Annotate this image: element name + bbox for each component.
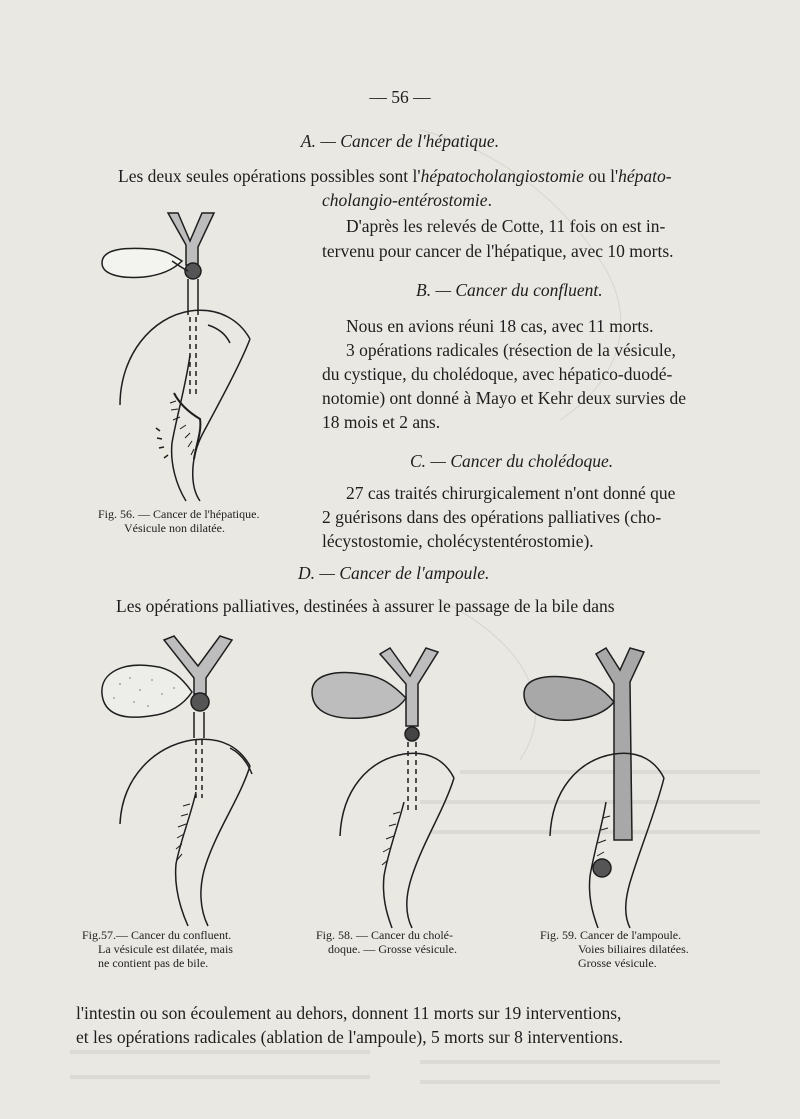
- c-paragraph-line-2: 2 guérisons dans des opérations palliatives (cho-: [322, 507, 662, 527]
- figure-57-caption-line-2: La vésicule est dilatée, mais: [98, 942, 233, 956]
- intro-term-cholangio: cholangio-entérostomie: [322, 190, 488, 210]
- section-a-heading: A. — Cancer de l'hépatique.: [300, 131, 500, 151]
- intro-text-end: .: [487, 190, 492, 210]
- section-c-heading: C. — Cancer du cholédoque.: [410, 451, 614, 471]
- b-paragraph-line-5: 18 mois et 2 ans.: [322, 412, 441, 432]
- figure-59-caption-line-1: Fig. 59. Cancer de l'ampoule.: [540, 928, 682, 942]
- intro-text-start: Les deux seules opérations possibles sont l': [118, 166, 421, 186]
- closing-line-2: et les opérations radicales (ablation de l'ampoule), 5 morts sur 8 interventions.: [76, 1027, 623, 1047]
- figure-59-caption-line-2: Voies biliaires dilatées.: [578, 942, 689, 956]
- intro-text-mid: ou l': [583, 166, 619, 186]
- figure-59-caption-line-3: Grosse vésicule.: [578, 956, 657, 970]
- c-paragraph-line-3: lécystostomie, cholécystentérostomie).: [322, 531, 594, 551]
- a-paragraph-line-2: tervenu pour cancer de l'hépatique, avec 10 morts.: [322, 241, 674, 261]
- d-paragraph-line-1: Les opérations palliatives, destinées à assurer le passage de la bile dans: [116, 596, 615, 616]
- figure-57-caption-line-3: ne contient pas de bile.: [98, 956, 209, 970]
- intro-term-hepato: hépato-: [618, 166, 672, 186]
- intro-line-1: [118, 165, 672, 187]
- figure-56-caption-line-1: Fig. 56. — Cancer de l'hépatique.: [98, 507, 260, 521]
- figure-58-illustration: [300, 640, 500, 930]
- intro-term-hepatocholangiostomie: hépatocholangiostomie: [420, 166, 584, 186]
- c-paragraph-line-1: 27 cas traités chirurgicalement n'ont donné que: [346, 483, 676, 503]
- figure-56-illustration: [90, 205, 310, 505]
- section-d-heading: D. — Cancer de l'ampoule.: [298, 563, 490, 583]
- section-b-heading: B. — Cancer du confluent.: [416, 280, 603, 300]
- a-paragraph-line-1: D'après les relevés de Cotte, 11 fois on est in-: [346, 216, 666, 236]
- b-paragraph-line-4: notomie) ont donné à Mayo et Kehr deux survies de: [322, 388, 687, 408]
- figure-56-caption-line-2: Vésicule non dilatée.: [124, 521, 225, 535]
- figure-57-illustration: [90, 628, 320, 928]
- figure-59-illustration: [510, 640, 710, 930]
- figure-57-caption-line-1: Fig.57.— Cancer du confluent.: [82, 928, 232, 942]
- figure-58-caption-line-1: Fig. 58. — Cancer du cholé-: [316, 928, 453, 942]
- b-paragraph-line-2: 3 opérations radicales (résection de la vésicule,: [346, 340, 676, 360]
- figure-58-caption-line-2: doque. — Grosse vésicule.: [328, 942, 457, 956]
- closing-line-1: l'intestin ou son écoulement au dehors, donnent 11 morts sur 19 interventions,: [76, 1003, 622, 1023]
- b-paragraph-line-1: Nous en avions réuni 18 cas, avec 11 morts.: [346, 316, 654, 336]
- page-number: — 56 —: [369, 87, 431, 107]
- intro-line-2: [322, 189, 492, 211]
- b-paragraph-line-3: du cystique, du cholédoque, avec hépatico-duodé-: [322, 364, 673, 384]
